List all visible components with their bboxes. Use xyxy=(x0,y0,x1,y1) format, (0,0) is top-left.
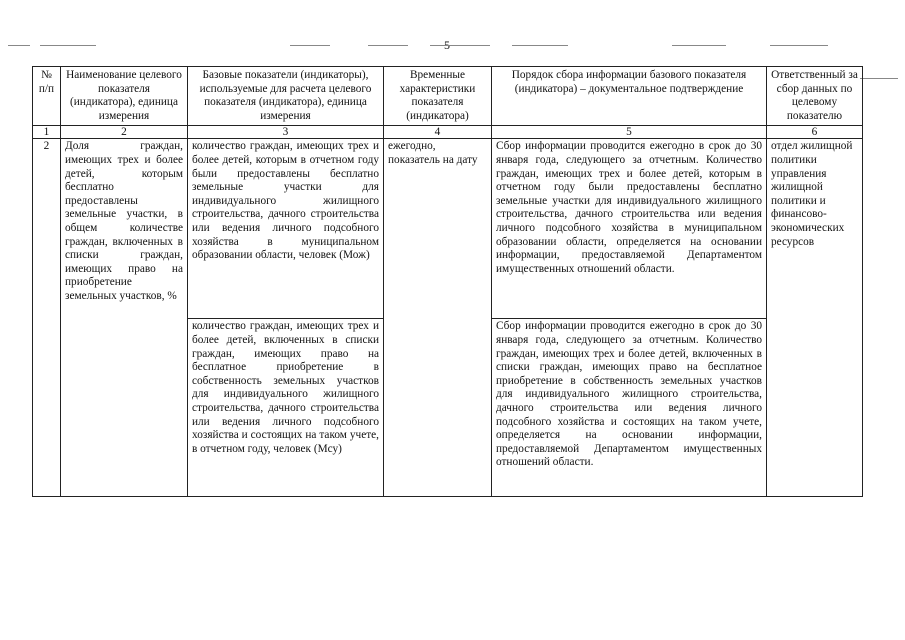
scan-artifact-line xyxy=(770,45,828,46)
indicators-table xyxy=(32,66,863,497)
target-indicator-cell: Доля граждан, имеющих трех и более детей, которым бесплатно предоставлены земельные участки, в общем количестве граждан, включенных в списки граждан, имеющих право на приобретение земельных участков, % xyxy=(61,139,188,497)
table-header-row xyxy=(33,67,863,126)
scan-artifact-line xyxy=(368,45,408,46)
column-number: 3 xyxy=(188,126,384,139)
scan-artifact-line xyxy=(8,45,30,46)
header-cell: Порядок сбора информации базового показателя (индикатора) – документальное подтверждение xyxy=(492,67,767,126)
responsible-cell: отдел жилищной политики управления жилищной политики и финансово-экономических ресурсов xyxy=(767,139,863,497)
base-indicator-cell: количество граждан, имеющих трех и более детей, включенных в списки граждан, имеющих право на бесплатное приобретение в собственность земельных участков для индивидуального жилищного строительства, дачного строительства или ведения личного подсобного хозяйства и состоящих на таком учете, в отчетном году, человек (Мсу) xyxy=(188,319,384,497)
column-number: 4 xyxy=(384,126,492,139)
header-cell: Ответственный за сбор данных по целевому показателю xyxy=(767,67,863,126)
timing-cell: ежегодно, показатель на дату xyxy=(384,139,492,497)
header-cell: Наименование целевого показателя (индикатора), единица измерения xyxy=(61,67,188,126)
base-indicator-cell: количество граждан, имеющих трех и более детей, которым в отчетном году были предоставлены бесплатно земельные участки для индивидуального жилищного строительства, дачного строительства или ведения личного подсобного хозяйства в муниципальном образовании области, человек (Мож) xyxy=(188,139,384,319)
row-number: 2 xyxy=(33,139,61,497)
scan-artifact-line xyxy=(290,45,330,46)
scan-artifact-line xyxy=(430,45,490,46)
column-number: 1 xyxy=(33,126,61,139)
scan-artifact-line xyxy=(672,45,726,46)
header-cell: № п/п xyxy=(33,67,61,126)
header-cell: Базовые показатели (индикаторы), используемые для расчета целевого показателя (индикатора), единица измерения xyxy=(188,67,384,126)
scan-artifact-line xyxy=(512,45,568,46)
scan-artifact-line xyxy=(40,45,96,46)
column-number: 5 xyxy=(492,126,767,139)
procedure-cell: Сбор информации проводится ежегодно в срок до 30 января года, следующего за отчетным. Количество граждан, имеющих трех и более детей, включенных в списки граждан, имеющих право на бесплатное приобретение в собственность земельных участков для индивидуального жилищного строительства, дачного строительства или ведения личного подсобного хозяйства и состоящих на таком учете, определяется на основании информации, предоставляемой Департаментом имущественных отношений области. xyxy=(492,319,767,497)
header-cell: Временные характеристики показателя (индикатора) xyxy=(384,67,492,126)
column-number-row xyxy=(33,126,863,139)
column-number: 6 xyxy=(767,126,863,139)
column-number: 2 xyxy=(61,126,188,139)
scan-artifact-line xyxy=(860,78,898,79)
procedure-cell: Сбор информации проводится ежегодно в срок до 30 января года, следующего за отчетным. Количество граждан, имеющих трех и более детей, которым в отчетном году были предоставлены бесплатно земельные участки для индивидуального жилищного строительства, дачного строительства или ведения личного подсобного хозяйства в муниципальном образовании области, определяется на основании информации, предоставляемой Департаментом имущественных отношений области. xyxy=(492,139,767,319)
table-row xyxy=(33,139,863,319)
